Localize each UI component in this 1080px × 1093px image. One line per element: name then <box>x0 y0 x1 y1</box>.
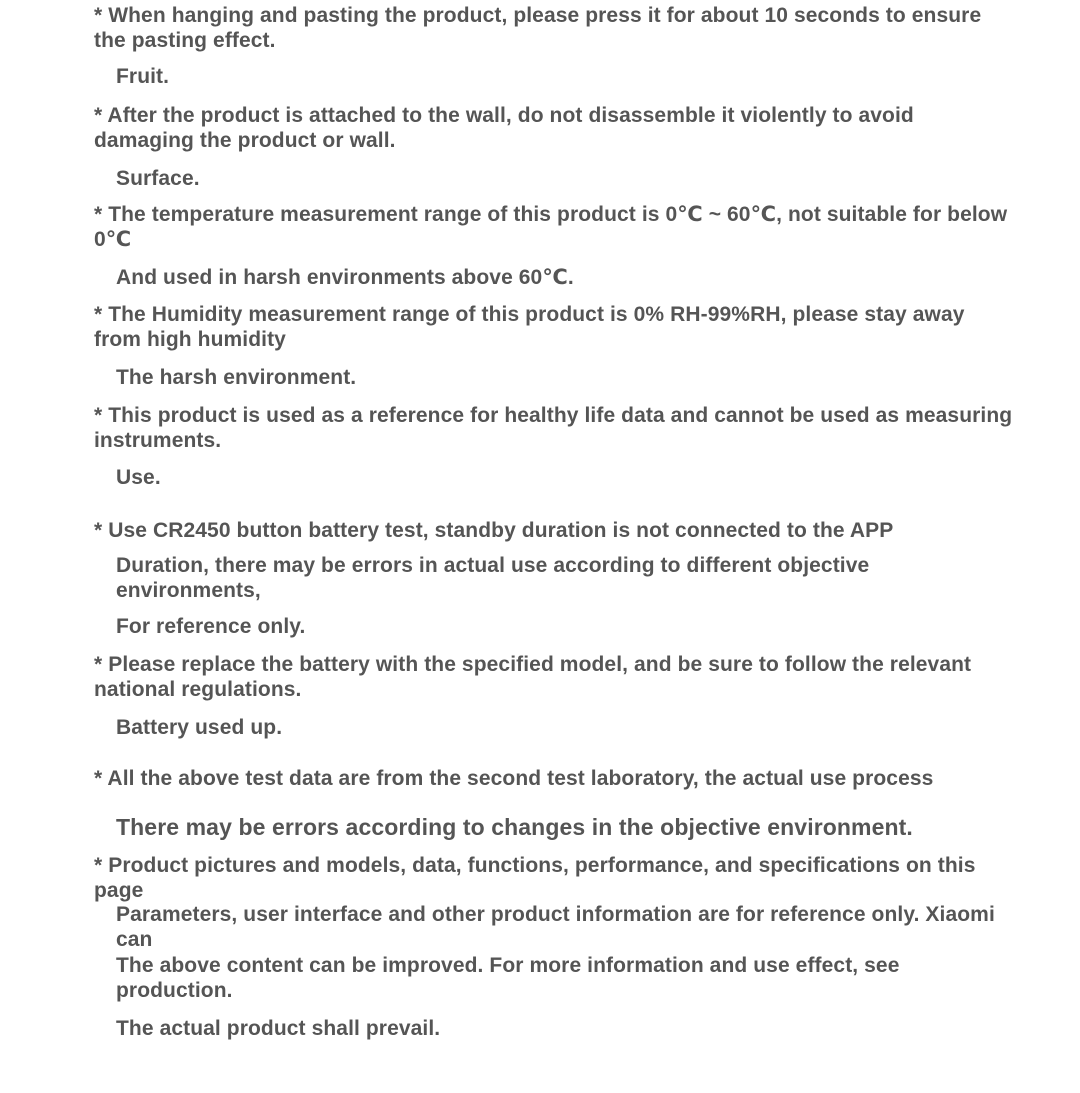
note-test-laboratory-cont: There may be errors according to changes in the objective environment. <box>116 814 913 840</box>
note-humidity-range: * The Humidity measurement range of this product is 0% RH-99%RH, please stay away from high humidity <box>94 303 965 351</box>
note-battery-replace: * Please replace the battery with the specified model, and be sure to follow the relevant national regulations. <box>94 653 972 701</box>
note-product-parameters: Parameters, user interface and other product information are for reference only. Xiaomi can <box>116 903 995 951</box>
note-paste-press-cont: Fruit. <box>116 65 170 88</box>
note-battery-test-ref: For reference only. <box>116 615 306 638</box>
note-paste-press: * When hanging and pasting the product, please press it for about 10 seconds to ensure the pasting effect. <box>94 4 982 52</box>
note-test-laboratory: * All the above test data are from the second test laboratory, the actual use process <box>94 767 934 790</box>
note-battery-test-cont: Duration, there may be errors in actual use according to different objective environments, <box>116 554 870 602</box>
note-temperature-range: * The temperature measurement range of this product is 0℃ ~ 60℃, not suitable for below 0℃ <box>94 203 1008 251</box>
note-no-violent-removal-cont: Surface. <box>116 167 200 190</box>
note-content-improved: The above content can be improved. For more information and use effect, see production. <box>116 954 900 1002</box>
note-battery-test: * Use CR2450 button battery test, standby duration is not connected to the APP <box>94 519 894 542</box>
note-temperature-range-cont: And used in harsh environments above 60℃. <box>116 266 574 289</box>
note-reference-only: * This product is used as a reference for healthy life data and cannot be used as measuring instruments. <box>94 404 1013 452</box>
note-battery-replace-cont: Battery used up. <box>116 716 283 739</box>
note-actual-product: The actual product shall prevail. <box>116 1017 441 1040</box>
note-humidity-range-cont: The harsh environment. <box>116 366 357 389</box>
note-no-violent-removal: * After the product is attached to the wall, do not disassemble it violently to avoid damaging the product or wall. <box>94 104 914 152</box>
note-product-pictures: * Product pictures and models, data, functions, performance, and specifications on this page <box>94 854 976 902</box>
note-reference-only-cont: Use. <box>116 466 161 489</box>
